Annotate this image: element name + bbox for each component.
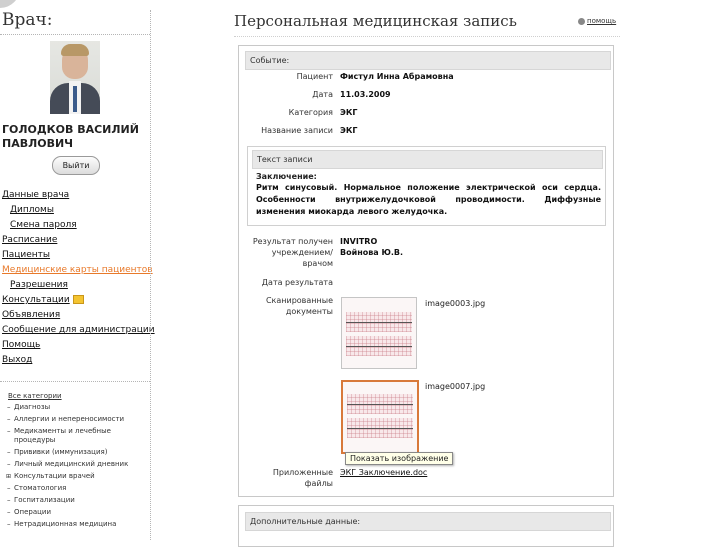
category-tree: [2, 390, 150, 531]
menu-item-diplomas[interactable]: Дипломы: [10, 205, 54, 215]
category-item[interactable]: – Диагнозы: [7, 403, 51, 411]
date-value: 11.03.2009: [340, 90, 391, 99]
attached-files-label: Приложенные файлы: [272, 468, 333, 488]
divider: [234, 36, 620, 37]
scan-filename-2[interactable]: image0007.jpg: [425, 382, 486, 391]
envelope-icon: [73, 295, 84, 304]
record-panel: [238, 45, 614, 497]
divider: [0, 381, 150, 382]
attached-file: [340, 467, 490, 478]
menu-item-announcements[interactable]: Объявления: [2, 310, 61, 320]
page-title: Персональная медицинская запись: [234, 12, 517, 30]
date-label: Дата: [312, 90, 333, 99]
doctor-photo: [50, 41, 100, 114]
menu-item-change-password[interactable]: Смена пароля: [10, 220, 77, 230]
divider: [0, 34, 150, 35]
field-category: [239, 106, 613, 120]
patient-value: Фистул Инна Абрамовна: [340, 72, 454, 81]
menu-item-exit[interactable]: Выход: [2, 355, 33, 365]
help-label: помощь: [587, 17, 617, 25]
conclusion-body: Ритм синусовый. Нормальное положение электрической оси сердца. Особенности внутрижелудочковой проводимости. Диффузные изменения миокарда левого желудочка.: [256, 183, 601, 216]
vertical-divider: [150, 10, 151, 540]
category-item[interactable]: – Стоматология: [7, 484, 67, 492]
record-text-header: Текст записи: [252, 150, 603, 169]
extra-data-header: Дополнительные данные:: [245, 512, 611, 531]
category-item[interactable]: – Госпитализации: [7, 496, 75, 504]
tree-line-icon: –: [7, 460, 11, 468]
sidebar-menu: [2, 188, 155, 368]
doctor-name: [2, 123, 150, 151]
category-item[interactable]: – Аллергии и непереносимости: [7, 415, 125, 423]
record-name-value: ЭКГ: [340, 126, 358, 135]
sidebar-heading: Врач:: [2, 10, 53, 30]
conclusion-title: Заключение:: [256, 172, 317, 181]
category-item[interactable]: – Медикаменты и лечебные процедуры: [7, 427, 111, 444]
tree-line-icon: –: [7, 427, 11, 435]
help-link[interactable]: [578, 17, 616, 25]
result-source-value: INVITRO Войнова Ю.В.: [340, 237, 404, 257]
show-image-tooltip: Показать изображение: [345, 452, 453, 465]
tree-line-icon: –: [7, 415, 11, 423]
tree-line-icon: –: [7, 403, 11, 411]
tree-line-icon: –: [7, 448, 11, 456]
category-value: ЭКГ: [340, 108, 358, 117]
category-item[interactable]: – Личный медицинский дневник: [7, 460, 129, 468]
record-text-panel: [247, 146, 606, 226]
category-label: Категория: [288, 108, 333, 117]
result-source-label: Результат получен учреждением/ врачом: [252, 237, 333, 268]
doctor-name-line2: ПАВЛОВИЧ: [2, 137, 74, 150]
scan-thumbnail-1[interactable]: [341, 297, 417, 369]
scan-thumbnail-2[interactable]: [341, 380, 419, 454]
record-name-label: Название записи: [261, 126, 333, 135]
field-record-name: [239, 124, 613, 138]
field-patient: [239, 70, 613, 84]
menu-item-admin-message[interactable]: Сообщение для администрации: [2, 325, 155, 335]
sidebar: [0, 0, 155, 540]
expand-icon[interactable]: ⊞: [6, 473, 12, 480]
menu-item-help[interactable]: Помощь: [2, 340, 41, 350]
extra-data-panel: [238, 505, 614, 547]
logout-button[interactable]: Выйти: [52, 156, 100, 175]
category-all[interactable]: Все категории: [8, 392, 62, 400]
attached-file-link[interactable]: ЭКГ Заключение.doc: [340, 468, 428, 477]
field-date: [239, 88, 613, 102]
category-item[interactable]: – Операции: [7, 508, 51, 516]
menu-item-consultations-label: Консультации: [2, 295, 70, 305]
tree-line-icon: –: [7, 520, 11, 528]
scanned-docs-label: Сканированные документы: [265, 296, 333, 316]
menu-item-patients[interactable]: Пациенты: [2, 250, 51, 260]
patient-label: Пациент: [296, 72, 333, 81]
category-item[interactable]: – Нетрадиционная медицина: [7, 520, 117, 528]
menu-item-consultations[interactable]: [2, 293, 150, 308]
menu-item-permissions[interactable]: Разрешения: [10, 280, 68, 290]
category-item[interactable]: – Прививки (иммунизация): [7, 448, 108, 456]
menu-item-schedule[interactable]: Расписание: [2, 235, 58, 245]
doctor-name-line1: ГОЛОДКОВ ВАСИЛИЙ: [2, 123, 139, 136]
help-icon: [578, 18, 585, 25]
tree-line-icon: –: [7, 496, 11, 504]
tree-line-icon: –: [7, 508, 11, 516]
menu-item-medical-records[interactable]: Медицинские карты пациентов: [2, 265, 153, 275]
scan-filename-1[interactable]: image0003.jpg: [425, 299, 486, 308]
category-item[interactable]: ⊞ Консультации врачей: [6, 472, 95, 480]
event-section-header: Событие:: [245, 51, 611, 70]
menu-item-doctor-data[interactable]: Данные врача: [2, 190, 70, 200]
result-date-label: Дата результата: [261, 278, 333, 287]
tree-line-icon: –: [7, 484, 11, 492]
